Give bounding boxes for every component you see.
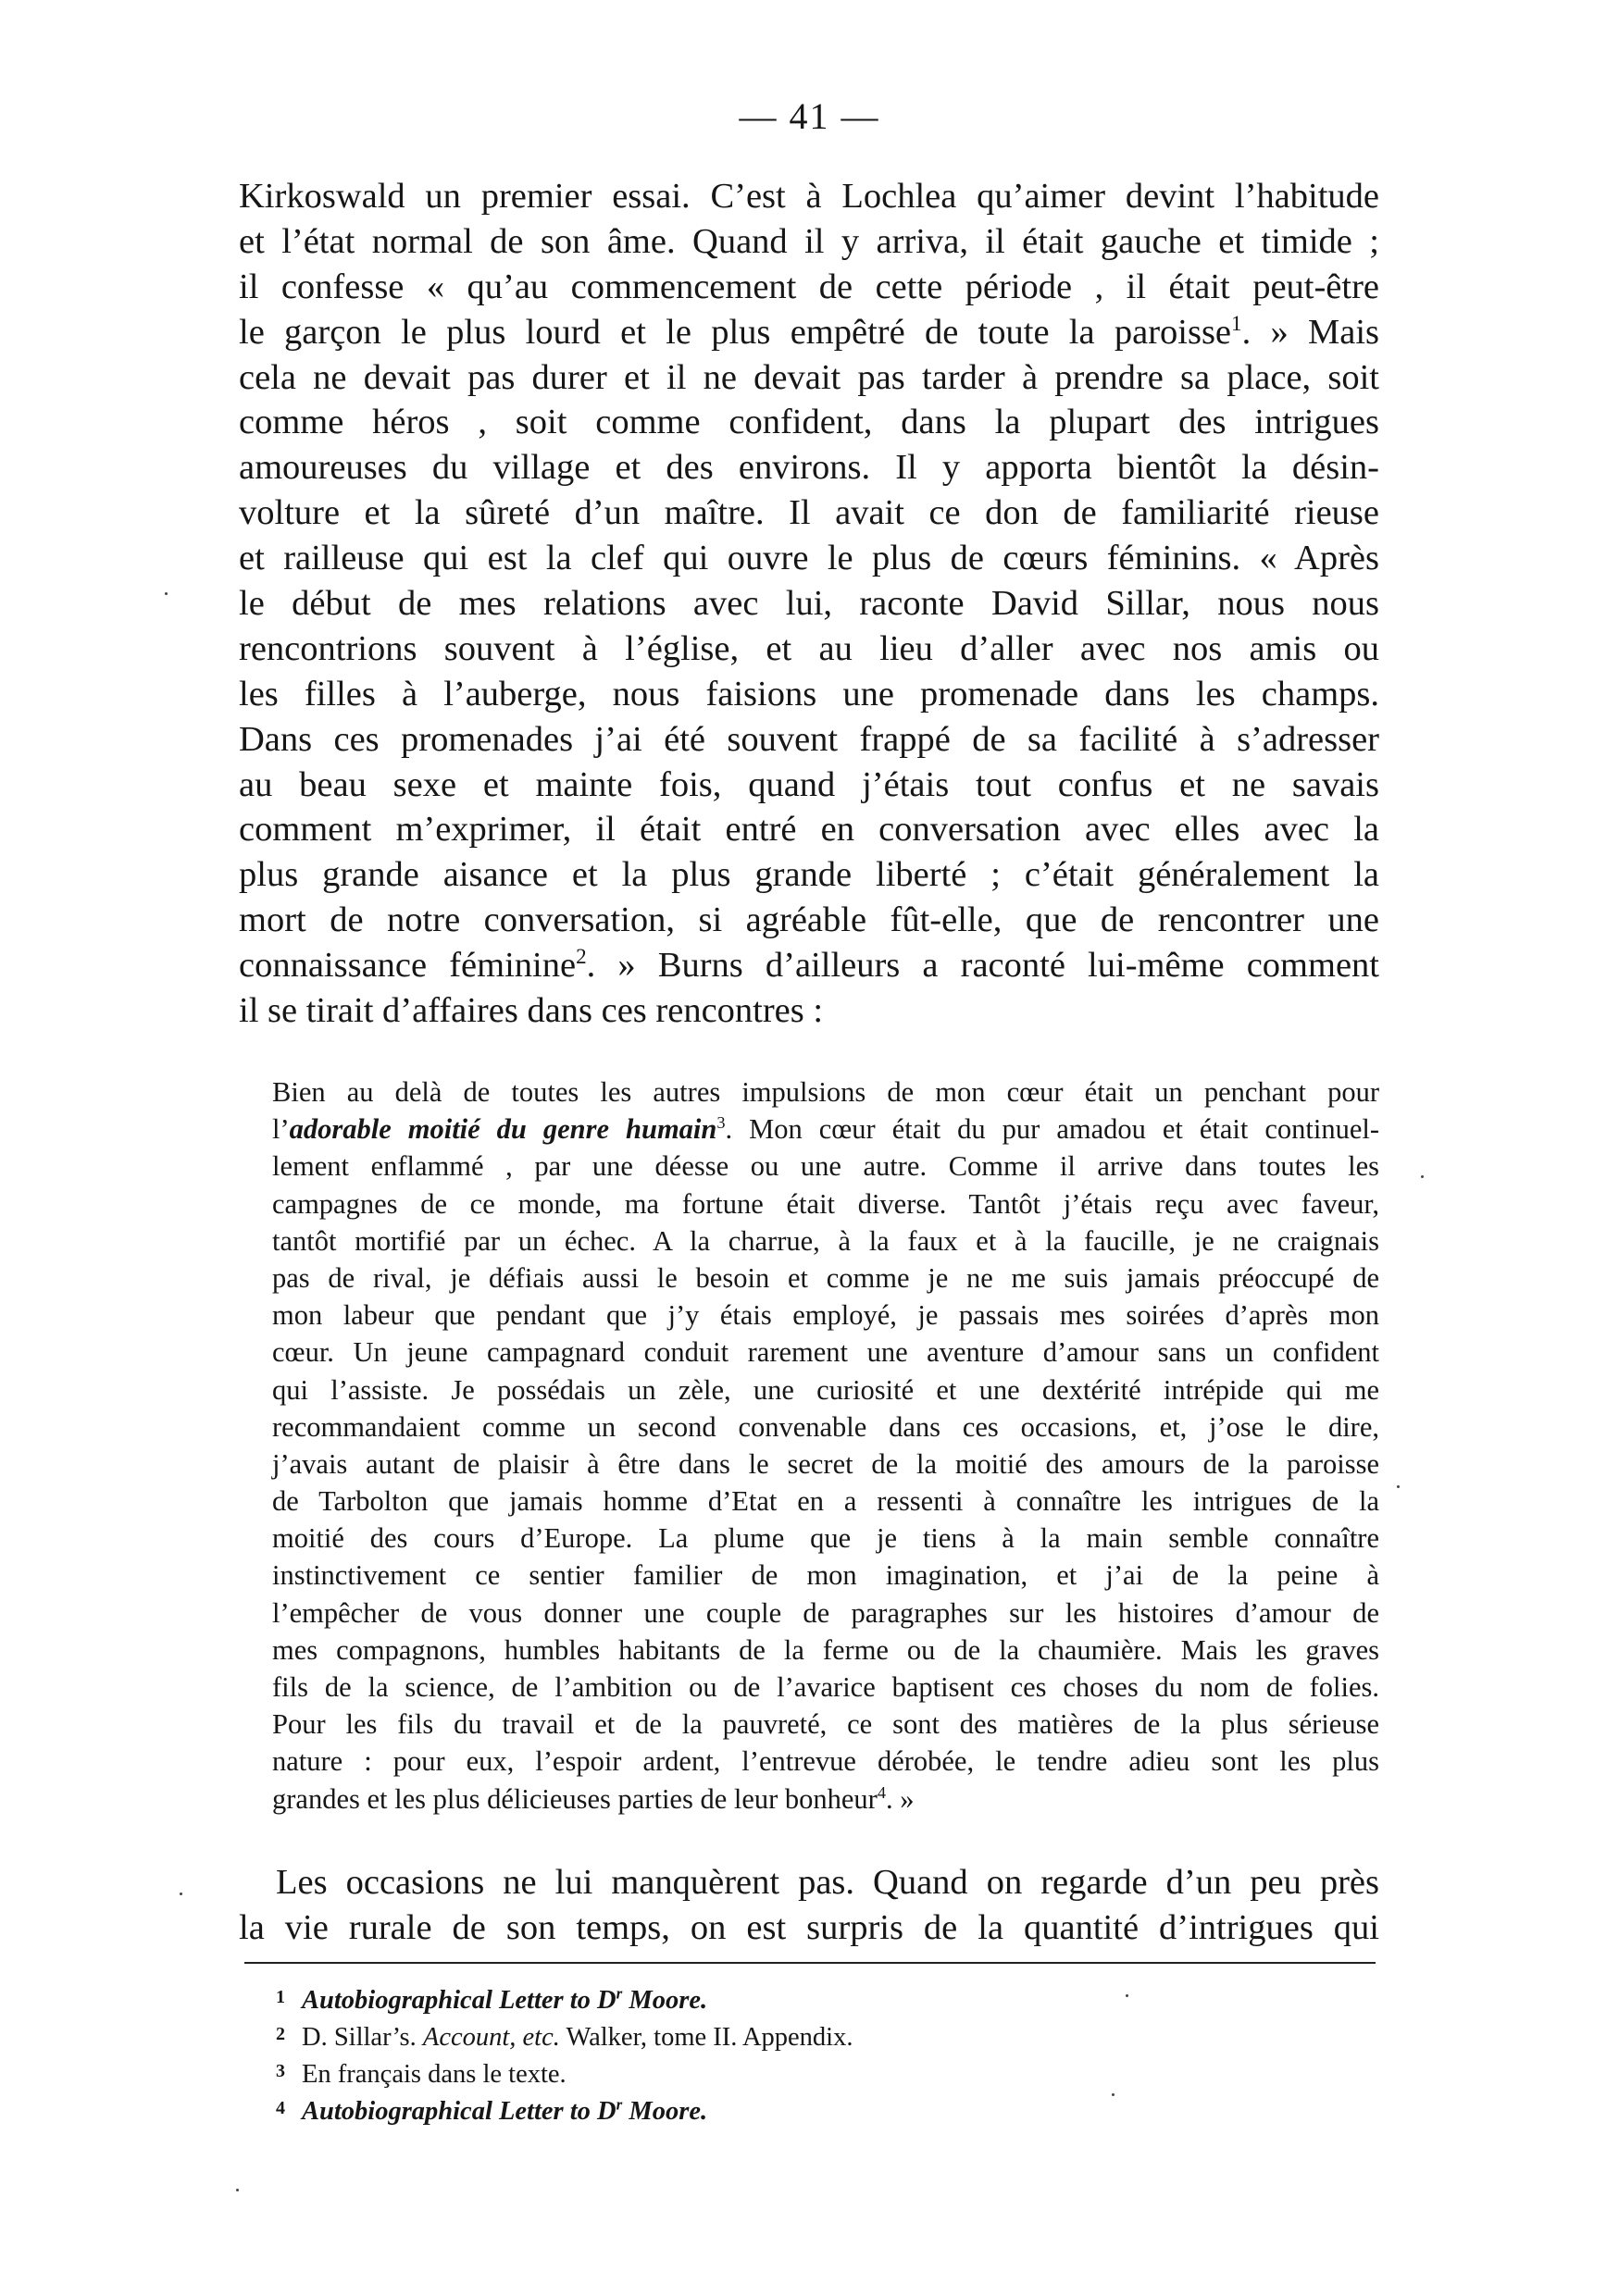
quote-line: recommandaient comme un second convenable dans ces occasions, et, j’ose le dire, xyxy=(272,1410,1379,1443)
text-segment: l’ xyxy=(272,1113,290,1146)
footnote-reference: 4 xyxy=(877,1782,886,1802)
continuation-paragraph xyxy=(239,1860,1379,1951)
text-line: amoureuses du village et des environs. Il y apporta bientôt la désin- xyxy=(239,448,1379,488)
text-line: le début de mes relations avec lui, raconte David Sillar, nous nous xyxy=(239,584,1379,624)
text-line: Les occasions ne lui manquèrent pas. Quand on regarde d’un peu près xyxy=(276,1863,1379,1902)
quote-line: lement enflammé , par une déesse ou une autre. Comme il arrive dans toutes les xyxy=(272,1150,1379,1183)
italic-phrase: adorable moitié du genre humain xyxy=(289,1113,717,1146)
text-segment: . Mon cœur était du pur amadou et était continuel- xyxy=(725,1113,1379,1146)
footnote-mark: 1 xyxy=(276,1987,285,2007)
text-line xyxy=(239,943,1379,988)
quote-line: l’empêcher de vous donner une couple de paragraphes sur les histoires d’amour de xyxy=(272,1596,1379,1629)
text-line: la vie rurale de son temps, on est surpris de la quantité d’intrigues qui xyxy=(239,1908,1379,1947)
footnote-1 xyxy=(276,1979,1202,2016)
text-line: et l’état normal de son âme. Quand il y arriva, il était gauche et timide ; xyxy=(239,221,1379,261)
block-quote xyxy=(272,1074,1379,1818)
footnote-separator xyxy=(244,1962,1376,1964)
text-line: mort de notre conversation, si agréable fût-elle, que de rencontrer une xyxy=(239,900,1379,940)
text-line: rencontrions souvent à l’église, et au lieu d’aller avec nos amis ou xyxy=(239,628,1379,668)
text-segment: . » Burns d’ailleurs a raconté lui-même comment xyxy=(586,946,1379,986)
paper-speck xyxy=(1112,2093,1115,2096)
text-segment: le garçon le plus lourd et le plus empêtré de toute la paroisse xyxy=(239,312,1232,352)
footnote-tail: Walker, tome II. Appendix. xyxy=(559,2023,853,2052)
footnote-mark: 4 xyxy=(276,2098,285,2118)
paper-speck xyxy=(1397,1485,1400,1488)
paper-speck xyxy=(1421,1175,1424,1178)
text-line: les filles à l’auberge, nous faisions une promenade dans les champs. xyxy=(239,674,1379,714)
footnote-sup: r xyxy=(616,1984,623,2003)
quote-line xyxy=(272,1781,1379,1818)
footnote-2 xyxy=(276,2016,1202,2053)
quote-line xyxy=(272,1111,1379,1148)
quote-line: cœur. Un jeune campagnard conduit rarement une aventure d’amour sans un confident xyxy=(272,1336,1379,1369)
quote-line: campagnes de ce monde, ma fortune était diverse. Tantôt j’étais reçu avec faveur, xyxy=(272,1187,1379,1220)
text-segment: grandes et les plus délicieuses parties de leur bonheur xyxy=(272,1782,878,1815)
quote-line: tantôt mortifié par un échec. A la charrue, à la faux et à la faucille, je ne craignais xyxy=(272,1224,1379,1257)
footnotes xyxy=(276,1979,1202,2127)
text-line: il confesse « qu’au commencement de cette période , il était peut-être xyxy=(239,267,1379,306)
text-segment: . » Mais xyxy=(1241,312,1379,352)
text-line: et railleuse qui est la clef qui ouvre le plus de cœurs féminins. « Après xyxy=(239,539,1379,578)
quote-line: moitié des cours d’Europe. La plume que je tiens à la main semble connaître xyxy=(272,1522,1379,1555)
paper-speck xyxy=(236,2189,239,2191)
text-line: il se tirait d’affaires dans ces rencontres : xyxy=(239,991,824,1031)
footnote-4 xyxy=(276,2090,1202,2127)
quote-line: pas de rival, je défiais aussi le besoin et comme je ne me suis jamais préoccupé de xyxy=(272,1261,1379,1294)
text-line: plus grande aisance et la plus grande liberté ; c’était généralement la xyxy=(239,855,1379,895)
footnote-title: Autobiographical Letter to D xyxy=(302,2097,616,2126)
footnote-text: En français dans le texte. xyxy=(302,2060,567,2089)
quote-line: instinctivement ce sentier familier de mon imagination, et j’ai de la peine à xyxy=(272,1559,1379,1592)
text-segment: connaissance féminine xyxy=(239,946,577,986)
footnote-mark: 3 xyxy=(276,2061,285,2081)
footnote-reference: 1 xyxy=(1231,310,1242,335)
quote-line: qui l’assiste. Je possédais un zèle, une curiosité et une dextérité intrépide qui me xyxy=(272,1373,1379,1406)
text-line: volture et la sûreté d’un maître. Il avait ce don de familiarité rieuse xyxy=(239,493,1379,533)
footnote-tail: Moore. xyxy=(622,2097,708,2126)
quote-line: j’avais autant de plaisir à être dans le secret de la moitié des amours de la paroisse xyxy=(272,1447,1379,1480)
quote-line: mes compagnons, humbles habitants de la ferme ou de la chaumière. Mais les graves xyxy=(272,1633,1379,1666)
quote-line: fils de la science, de l’ambition ou de l’avarice baptisent ces choses du nom de folies. xyxy=(272,1671,1379,1703)
quote-line: mon labeur que pendant que j’y étais employé, je passais mes soirées d’après mon xyxy=(272,1299,1379,1332)
footnote-title: Autobiographical Letter to D xyxy=(302,1986,616,2015)
text-line: Dans ces promenades j’ai été souvent frappé de sa facilité à s’adresser xyxy=(239,719,1379,759)
quote-line: de Tarbolton que jamais homme d’Etat en a ressenti à connaître les intrigues de la xyxy=(272,1485,1379,1518)
paper-speck xyxy=(165,592,168,595)
text-segment: . » xyxy=(885,1782,915,1815)
text-line: cela ne devait pas durer et il ne devait pas tarder à prendre sa place, soit xyxy=(239,357,1379,397)
paper-speck xyxy=(1126,1994,1128,1997)
text-line: comme héros , soit comme confident, dans la plupart des intrigues xyxy=(239,403,1379,442)
main-paragraph xyxy=(239,174,1379,1034)
footnote-3 xyxy=(276,2053,1202,2090)
quote-line: nature : pour eux, l’espoir ardent, l’entrevue dérobée, le tendre adieu sont les plus xyxy=(272,1745,1379,1778)
quote-line: Bien au delà de toutes les autres impulsions de mon cœur était un penchant pour xyxy=(272,1076,1379,1108)
footnote-mark: 2 xyxy=(276,2024,285,2044)
footnote-sup: r xyxy=(616,2095,623,2114)
footnote-reference: 2 xyxy=(576,944,587,969)
footnote-title: Account, etc. xyxy=(422,2023,560,2052)
quote-line: Pour les fils du travail et de la pauvreté, ce sont des matières de la plus sérieuse xyxy=(272,1708,1379,1741)
footnote-text: D. Sillar’s. xyxy=(302,2023,423,2052)
page-number: — 41 — xyxy=(739,95,880,137)
text-line: comment m’exprimer, il était entré en conversation avec elles avec la xyxy=(239,810,1379,850)
text-line: au beau sexe et mainte fois, quand j’étais tout confus et ne savais xyxy=(239,764,1379,804)
footnote-reference: 3 xyxy=(716,1113,726,1133)
footnote-tail: Moore. xyxy=(622,1986,708,2015)
text-line: Kirkoswald un premier essai. C’est à Lochlea qu’aimer devint l’habitude xyxy=(239,177,1379,216)
paper-speck xyxy=(180,1893,182,1895)
text-line xyxy=(239,310,1379,355)
